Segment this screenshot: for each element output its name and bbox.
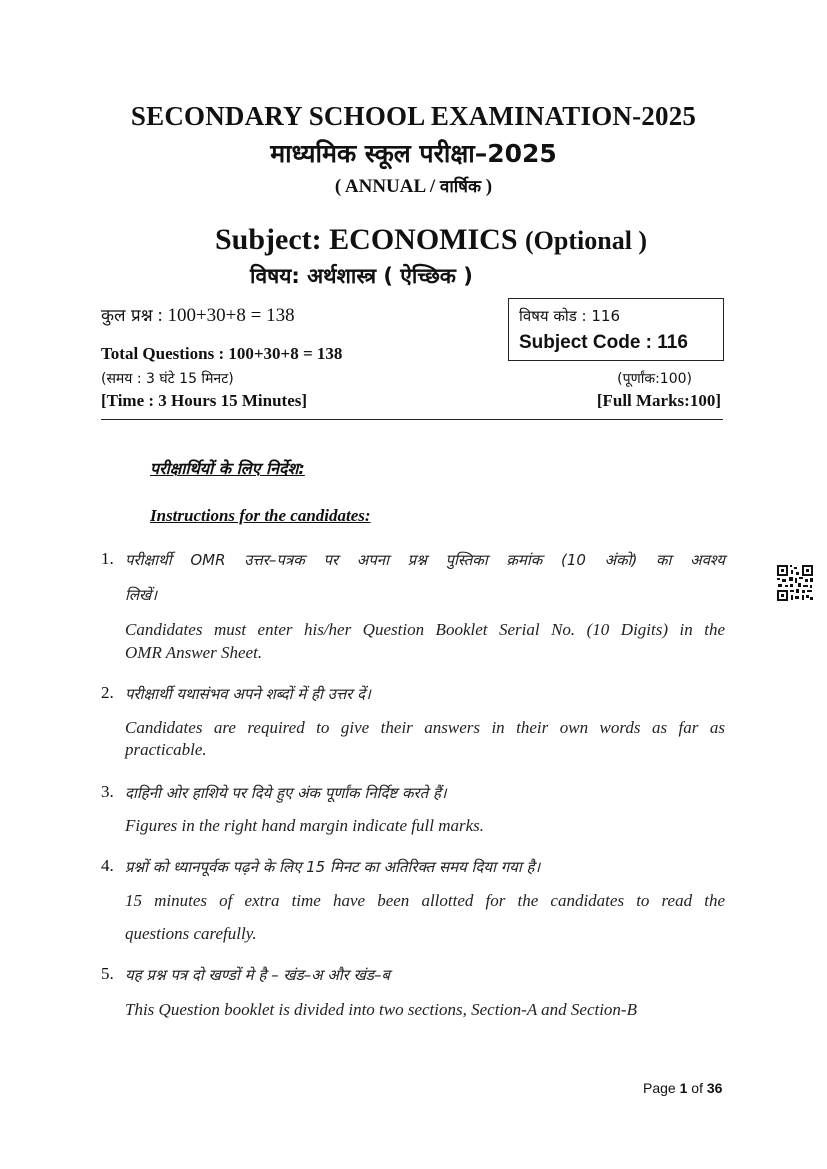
instruction-hindi-line: दाहिनी ओर हाशिये पर दिये हुए अंक पूर्णांक निर्दिष्ट करते हैं। [125,784,447,802]
total-questions: Total Questions : 100+30+8 = 138 [101,344,343,363]
page-number [643,1080,722,1096]
subject-code-hindi: विषय कोड : 116 [519,307,621,325]
instruction-hindi-line: लिखें। [125,586,158,604]
page-current: 1 [679,1080,688,1096]
header-divider [101,419,723,420]
qr-code-icon [776,564,814,602]
instruction-number: 5. [101,964,114,983]
instruction-english-line: practicable. [125,740,207,759]
annual-open: ( ANNUAL / [334,176,440,197]
subject-title [215,223,647,257]
exam-title-hindi: माध्यमिक स्कूल परीक्षा–2025 [270,139,557,168]
subject-title-hindi: विषय: अर्थशास्त्र ( ऐच्छिक ) [250,264,473,288]
instruction-number: 3. [101,782,114,801]
instruction-hindi-line: परीक्षार्थी OMR उत्तर–पत्रक पर अपना प्रश्न पुस्तिका क्रमांक (10 अंको) का अवश्य [125,551,725,569]
instruction-english-line: Candidates are required to give their answers in their own words as far as [125,718,725,737]
exam-type [0,174,827,198]
instruction-number: 2. [101,683,114,702]
annual-close: ) [481,176,493,197]
instructions-heading-english: Instructions for the candidates: [150,506,371,525]
kul-label: कुल प्रश्न [101,306,153,326]
instruction-english-line: OMR Answer Sheet. [125,643,263,662]
full-marks-hindi: (पूर्णांक:100) [617,371,692,387]
instruction-hindi-line: यह प्रश्न पत्र दो खण्डों मे है – खंड–अ और खंड–ब [125,966,390,984]
subject-label: Subject: ECONOMICS [215,223,526,256]
subject-optional: (Optional ) [525,226,648,255]
kul-value: : 100+30+8 = 138 [152,305,295,326]
instruction-english-line: questions carefully. [125,924,257,943]
instruction-number: 1. [101,549,114,568]
time-hindi: (समय : 3 घंटे 15 मिनट) [101,371,234,387]
instruction-number: 4. [101,856,114,875]
instruction-english-line: Figures in the right hand margin indicate full marks. [125,816,485,835]
instruction-hindi-line: प्रश्नों को ध्यानपूर्वक पढ़ने के लिए 15 मिनट का अतिरिक्त समय दिया गया है। [125,858,541,876]
total-questions-hindi [101,303,295,327]
exam-title-english: SECONDARY SCHOOL EXAMINATION-2025 [130,101,697,131]
subject-code-box [508,298,724,361]
instruction-english-line: Candidates must enter his/her Question Booklet Serial No. (10 Digits) in the [125,620,725,639]
time-english: [Time : 3 Hours 15 Minutes] [101,391,308,410]
instruction-english-line: 15 minutes of extra time have been allotted for the candidates to read the [125,891,725,910]
instruction-english-line: This Question booklet is divided into two sections, Section-A and Section-B [125,1000,637,1019]
annual-hindi: वार्षिक [439,177,482,197]
instructions-heading-hindi: परीक्षार्थियों के लिए निर्देश: [150,459,305,478]
page-of: of [687,1080,707,1096]
subject-code: Subject Code : 116 [519,332,688,353]
full-marks: [Full Marks:100] [596,391,721,410]
instruction-hindi-line: परीक्षार्थी यथासंभव अपने शब्दों में ही उत्तर दें। [125,685,371,703]
page-total: 36 [706,1080,723,1096]
page-prefix: Page [643,1080,680,1096]
